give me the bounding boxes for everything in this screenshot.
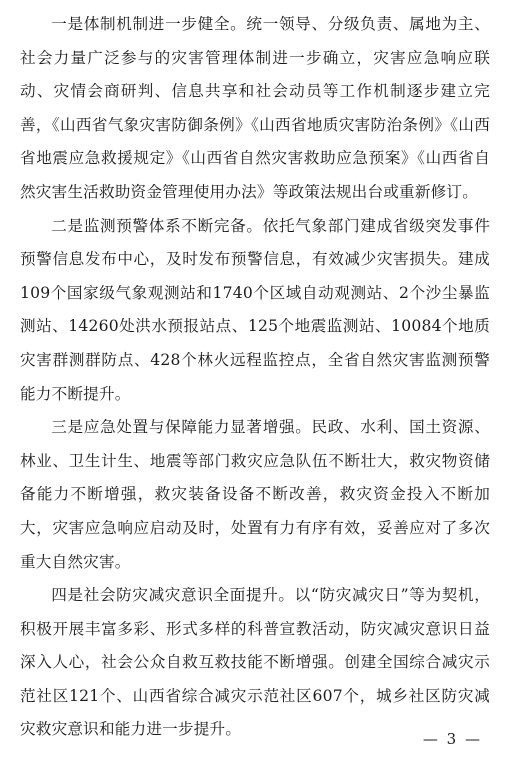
paragraph-monitoring-warning: 二是监测预警体系不断完备。依托气象部门建成省级突发事件预警信息发布中心，及时发布预警信息，有效减少灾害损失。建成109个国家级气象观测站和1740个区域自动观测站、2个沙尘暴监测站、14260处洪水预报站点、125个地震监测站、10084个地质灾害群测群防点、428个林火远程监控点，全省自然灾害监测预警能力不断提升。: [20, 216, 490, 403]
paragraph-system-mechanism: 一是体制机制进一步健全。统一领导、分级负责、属地为主、社会力量广泛参与的灾害管理体制进一步确立，灾害应急响应联动、灾情会商研判、信息共享和社会动员等工作机制逐步建立完善，《山西省气象灾害防御条例》《山西省地质灾害防治条例》《山西省地震应急救援规定》《山西省自然灾害救助应急预案》《山西省自然灾害生活救助资金管理使用办法》等政策法规出台或重新修订。: [20, 15, 490, 201]
page-number: — 3 —: [422, 730, 482, 748]
paragraph-public-awareness: 四是社会防灾减灾意识全面提升。以“防灾减灾日”等为契机，积极开展丰富多彩、形式多样的科普宣教活动，防灾减灾意识日益深入人心，社会公众自救互救技能不断增强。创建全国综合减灾示范社区121个、山西省综合减灾示范社区607个，城乡社区防灾减灾救灾意识和能力进一步提升。: [20, 586, 490, 739]
paragraph-emergency-response: 三是应急处置与保障能力显著增强。民政、水利、国土资源、林业、卫生计生、地震等部门救灾应急队伍不断壮大，救灾物资储备能力不断增强，救灾装备设备不断改善，救灾资金投入不断加大，灾害应急响应启动及时，处置有力有序有效，妥善应对了多次重大自然灾害。: [20, 418, 490, 571]
